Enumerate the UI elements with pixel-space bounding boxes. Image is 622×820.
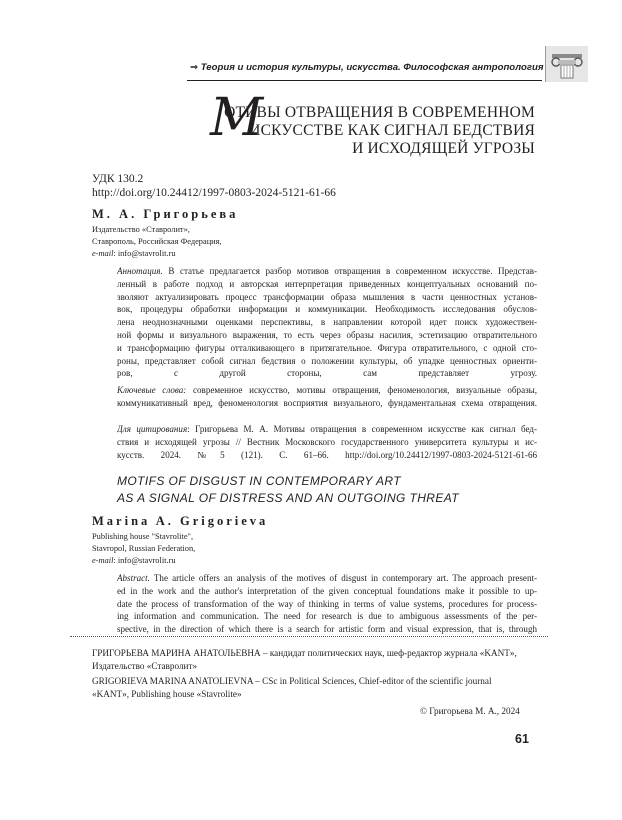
footnote-en-line: GRIGORIEVA MARINA ANATOLIEVNA – CSc in Political Sciences, Chief-editor of the scientific journal bbox=[92, 676, 492, 686]
email-ru bbox=[92, 248, 176, 260]
copyright: © Григорьева М. А., 2024 bbox=[420, 706, 520, 716]
page-number: 61 bbox=[515, 732, 529, 746]
title-line-2: ИСКУССТВЕ КАК СИГНАЛ БЕДСТВИЯ bbox=[249, 122, 535, 139]
abstract-ru-line: и трансформацию фигуры отталкивающего в притягательное. Фигура отвратительного, с одной сто- bbox=[117, 342, 537, 353]
article-title-en-line-2: AS A SIGNAL OF DISTRESS AND AN OUTGOING THREAT bbox=[117, 491, 460, 505]
abstract-en-line: ing information and communication. The need for research is due to ambiguous assessments of the per- bbox=[117, 611, 537, 622]
affiliation-ru-2: Ставрополь, Российская Федерация, bbox=[92, 237, 222, 246]
email-en bbox=[92, 555, 176, 567]
column-capital-icon bbox=[546, 46, 588, 82]
email-label: e-mail bbox=[92, 556, 114, 565]
abstract-ru-line: лена неоднозначными оценками перспективы, в направлении которой идет поиск художествен- bbox=[117, 317, 537, 328]
doi-link[interactable]: http://doi.org/10.24412/1997-0803-2024-5121-61-66 bbox=[92, 187, 336, 199]
keywords-ru-line: Ключевые слова: современное искусство, мотивы отвращения, феноменология, визуальные образы, bbox=[117, 385, 537, 395]
affiliation-en-1: Publishing house "Stavrolite", bbox=[92, 532, 194, 541]
abstract-en-line: spective, in the direction of which there is a search for artistic form and visual expression, that is, through bbox=[117, 624, 537, 635]
affiliation-en-2: Stavropol, Russian Federation, bbox=[92, 544, 196, 553]
citation-ru-line: кусств. 2024. №5 (121). С. 61–66. http://doi.org/10.24412/1997-0803-2024-5121-61-66 bbox=[117, 449, 537, 460]
abstract-ru-label: Аннотация. bbox=[117, 266, 163, 276]
keywords-ru-label: Ключевые слова: bbox=[117, 385, 187, 395]
abstract-ru-line: вок, процедуры обработки информации и коммуникации. Необходимость исследования обуслов- bbox=[117, 304, 537, 315]
footnote-ru-line: ГРИГОРЬЕВА МАРИНА АНАТОЛЬЕВНА – кандидат политических наук, шеф-редактор журнала «KANT», bbox=[92, 648, 517, 658]
abstract-en bbox=[117, 572, 537, 636]
footnote-en bbox=[92, 675, 537, 702]
footnote-en-line: «KANT», Publishing house «Stavrolite» bbox=[92, 689, 242, 700]
email-label: e-mail bbox=[92, 249, 114, 258]
abstract-en-line: date the process of transformation of the way of thinking in terms of value systems, procedures for process- bbox=[117, 598, 537, 609]
email-value[interactable]: : info@stavrolit.ru bbox=[113, 249, 176, 258]
footnote-ru bbox=[92, 647, 537, 674]
footnote-separator bbox=[70, 636, 548, 637]
citation-ru-line: ствия и исходящей угрозы // Вестник Московского государственного университета культуры и ис- bbox=[117, 436, 537, 447]
keywords-ru bbox=[117, 384, 537, 410]
keywords-ru-line: коммуникативный вред, феноменология восприятия визуального, фундаментальная схема отвращения. bbox=[117, 397, 537, 408]
author-name-en: Marina A. Grigorieva bbox=[92, 514, 269, 528]
abstract-en-label: Abstract. bbox=[117, 573, 150, 583]
author-name-ru: М. А. Григорьева bbox=[92, 207, 239, 221]
abstract-ru-line: роны, представляет собой сигнал бедствия о положении культуры, об упадке ценностных ориенти- bbox=[117, 355, 537, 366]
abstract-ru-line: зволяют актуализировать процесс трансформации образа мышления в части ценностных установ- bbox=[117, 291, 537, 302]
header-rule bbox=[187, 80, 542, 81]
journal-logo bbox=[545, 46, 588, 82]
citation-ru bbox=[117, 423, 537, 461]
article-title-ru bbox=[210, 88, 535, 158]
citation-ru-label: Для цитирования bbox=[117, 424, 188, 434]
article-title-en-line-1: MOTIFS OF DISGUST IN CONTEMPORARY ART bbox=[117, 474, 401, 488]
footnote-ru-line: Издательство «Ставролит» bbox=[92, 661, 198, 672]
running-header: ⇒ Теория и история культуры, искусства. Философская антропология bbox=[190, 62, 544, 73]
abstract-ru-line: ров, с другой стороны, сам представляет угрозу. bbox=[117, 368, 537, 379]
affiliation-ru-1: Издательство «Ставролит», bbox=[92, 225, 190, 234]
title-line-1: ОТИВЫ ОТВРАЩЕНИЯ В СОВРЕМЕННОМ bbox=[224, 104, 535, 121]
abstract-ru-line: ной формы и визуального выражения, то есть через образы насилия, эстетизацию отвратительного bbox=[117, 329, 537, 340]
udk-code: УДК 130.2 bbox=[92, 173, 144, 185]
abstract-en-line: ed in the work and the author's interpretation of the given conceptual foundations make it possible to up- bbox=[117, 585, 537, 596]
abstract-ru-line: Аннотация. В статье предлагается разбор мотивов отвращения в современном искусстве. Представ- bbox=[117, 266, 537, 276]
title-drop-cap: М bbox=[210, 88, 264, 148]
title-line-3: И ИСХОДЯЩЕЙ УГРОЗЫ bbox=[352, 140, 535, 157]
email-value[interactable]: : info@stavrolit.ru bbox=[113, 556, 176, 565]
abstract-ru bbox=[117, 265, 537, 380]
citation-ru-line: Для цитирования: Григорьева М. А. Мотивы отвращения в современном искусстве как сигнал бед- bbox=[117, 424, 537, 434]
abstract-en-line: Abstract. The article offers an analysis of the motives of disgust in contemporary art. The approach present- bbox=[117, 573, 537, 583]
abstract-ru-line: ленный в работе подход и авторская интерпретация приведенных концептуальных оснований по- bbox=[117, 278, 537, 289]
